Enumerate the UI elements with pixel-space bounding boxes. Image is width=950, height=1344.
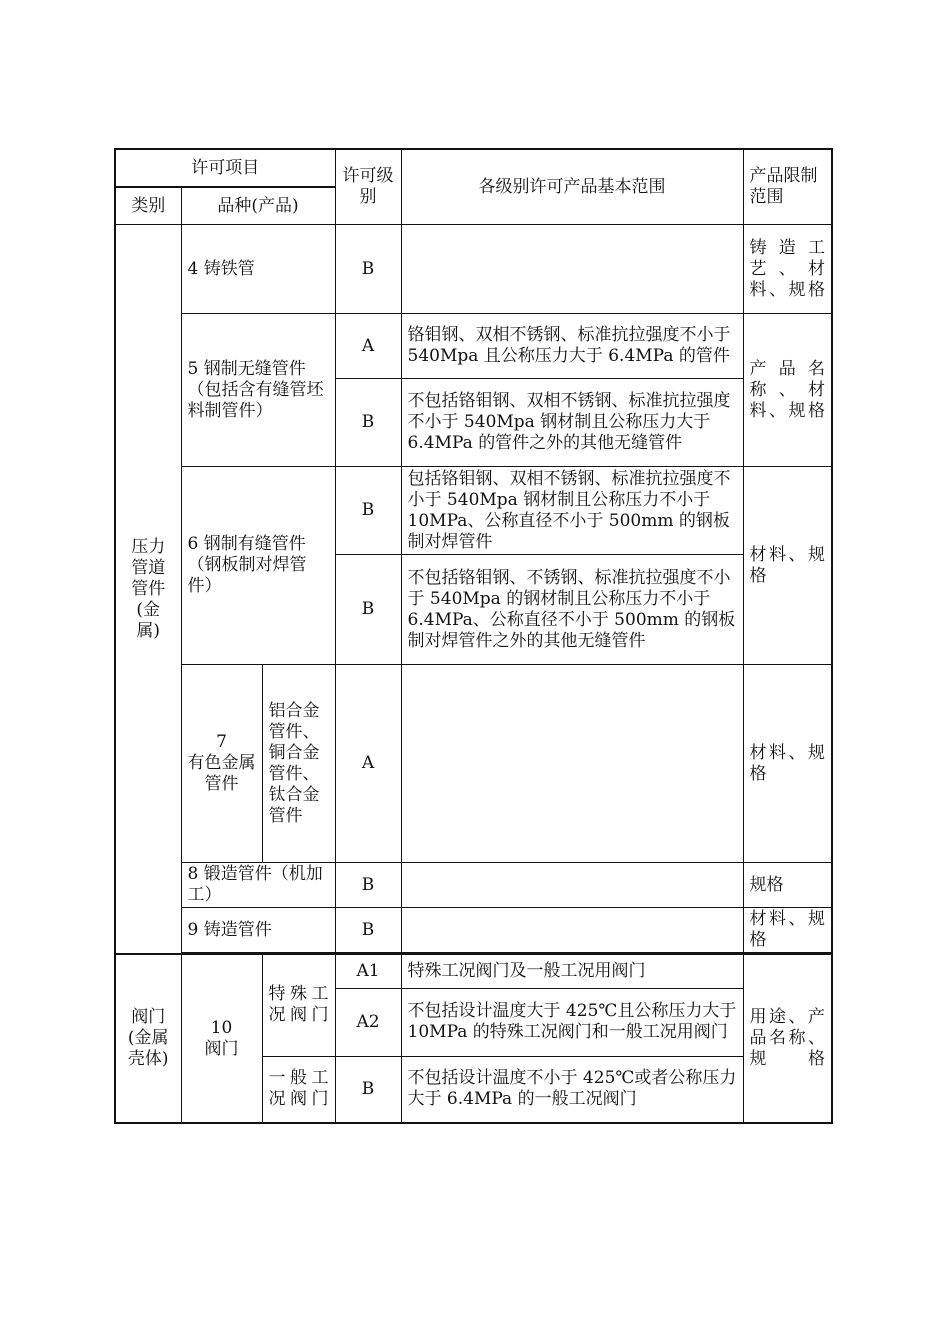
scope-cell: 不包括铬钼钢、双相不锈钢、标准抗拉强度不小于 540Mpa 钢材制且公称压力大于 6.4MPa 的管件之外的其他无缝管件 [401,379,743,467]
header-permit-item: 许可项目 [115,149,335,187]
limit-cell: 铸造工艺、材料、规格 [743,225,832,314]
scope-cell: 包括铬钼钢、双相不锈钢、标准抗拉强度不小于 540Mpa 钢材制且公称压力不小于 10MPa、公称直径不小于 500mm 的钢板制对焊管件 [401,467,743,555]
level-cell: B [335,555,401,665]
variety-welded-fittings: 6 钢制有缝管件（钢板制对焊管件） [181,467,335,665]
scope-cell [401,908,743,953]
level-cell: B [335,908,401,953]
header-variety: 品种(产品) [181,187,335,225]
limit-cell: 材料、规格 [743,908,832,953]
header-limit-scope: 产品限制范围 [743,149,832,225]
variety-seamless-fittings: 5 钢制无缝管件（包括含有缝管坯料制管件） [181,314,335,467]
scope-cell: 不包括铬钼钢、不锈钢、标准抗拉强度不小于 540Mpa 的钢材制且公称压力不小于 6.4MPa、公称直径不小于 500mm 的钢板制对焊管件之外的其他无缝管件 [401,555,743,665]
limit-cell: 产品名称、材料、规格 [743,314,832,467]
variety-label: 阀门 [204,1038,239,1059]
header-scope: 各级别许可产品基本范围 [401,149,743,225]
level-cell: B [335,225,401,314]
level-cell: B [335,467,401,555]
category-pipe-fittings: 压力管道管件(金属) [115,225,181,955]
level-cell: A [335,665,401,863]
variety-number: 7 [216,732,227,752]
limit-cell: 规格 [743,863,832,908]
level-cell: B [335,1056,401,1123]
sub-variety-alloys: 铝合金管件、铜合金管件、钛合金管件 [262,665,335,863]
variety-nonferrous-fittings [181,665,262,863]
scope-cell [401,225,743,314]
scope-cell: 不包括设计温度大于 425℃且公称压力大于 10MPa 的特殊工况阀门和一般工况用阀门 [401,988,743,1056]
permit-table [114,148,833,1124]
limit-cell: 材料、规格 [743,467,832,665]
category-valves: 阀门(金属壳体) [115,954,181,1123]
header-category: 类别 [115,187,181,225]
level-cell: B [335,379,401,467]
limit-cell: 材料、规格 [743,665,832,863]
variety-forged-fittings: 8 锻造管件（机加工） [181,863,335,908]
scope-cell [401,665,743,863]
variety-cast-iron-pipe: 4 铸铁管 [181,225,335,314]
variety-cast-fittings: 9 铸造管件 [181,908,335,953]
variety-number: 10 [210,1017,233,1038]
limit-cell: 用途、产品名称、规格 [743,954,832,1123]
scope-cell: 铬钼钢、双相不锈钢、标准抗拉强度不小于 540Mpa 且公称压力大于 6.4MPa 的管件 [401,314,743,379]
level-cell: A2 [335,988,401,1056]
sub-variety-special: 特殊工况阀门 [262,954,335,1056]
level-cell: B [335,863,401,908]
scope-cell [401,863,743,908]
variety-label: 有色金属管件 [187,753,256,794]
level-cell: A1 [335,954,401,988]
level-cell: A [335,314,401,379]
scope-cell: 特殊工况阀门及一般工况用阀门 [401,954,743,988]
variety-valves [181,954,262,1123]
sub-variety-general: 一般工况阀门 [262,1056,335,1123]
header-permit-level: 许可级别 [335,149,401,225]
scope-cell: 不包括设计温度不小于 425℃或者公称压力大于 6.4MPa 的一般工况阀门 [401,1056,743,1123]
